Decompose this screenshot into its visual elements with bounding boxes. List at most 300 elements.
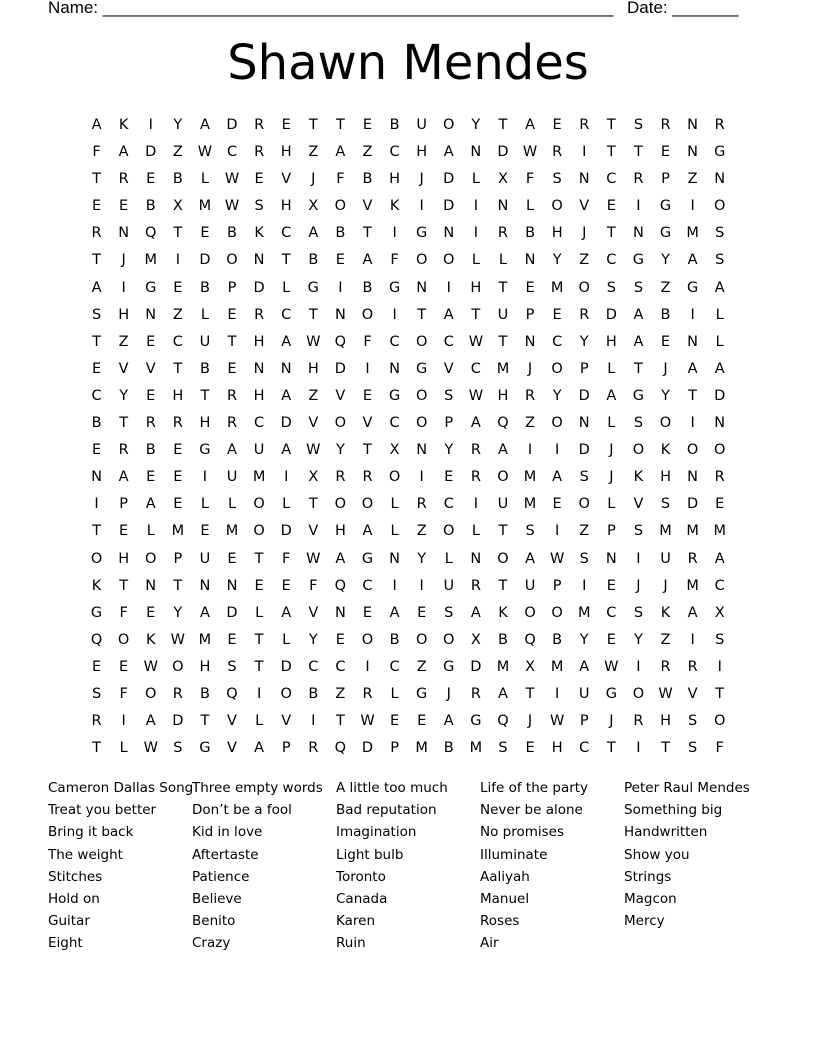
grid-letter: T xyxy=(173,360,183,377)
grid-letter: Y xyxy=(173,604,183,621)
grid-letter: T xyxy=(254,631,264,648)
grid-letter: I xyxy=(392,577,397,594)
grid-letter: R xyxy=(470,577,481,594)
grid-letter: S xyxy=(688,713,698,730)
grid-letter: T xyxy=(661,740,670,757)
grid-letter: M xyxy=(523,469,537,486)
grid-letter: R xyxy=(145,415,156,432)
grid-letter: Y xyxy=(552,252,562,269)
word-item: Aaliyah xyxy=(480,868,530,885)
grid-letter: B xyxy=(199,279,210,296)
grid-letter: E xyxy=(525,279,535,296)
grid-letter: E xyxy=(119,658,129,675)
grid-letter: Q xyxy=(226,685,238,702)
name-line: Name: ______________________________________________________ xyxy=(48,0,614,17)
grid-letter: B xyxy=(172,171,183,188)
grid-letter: R xyxy=(226,387,238,404)
grid-row xyxy=(83,166,733,193)
grid-letter: A xyxy=(335,550,346,567)
grid-letter: K xyxy=(660,442,671,459)
grid-letter: I xyxy=(582,144,587,161)
word-item: Strings xyxy=(624,868,672,885)
grid-letter: T xyxy=(335,117,345,133)
grid-letter: E xyxy=(173,279,183,296)
grid-letter: I xyxy=(636,740,641,757)
grid-letter: G xyxy=(416,360,428,377)
grid-letter: H xyxy=(334,523,346,540)
word-item: Illuminate xyxy=(480,846,548,863)
grid-letter: A xyxy=(199,604,210,621)
grid-letter: I xyxy=(717,658,722,675)
grid-letter: K xyxy=(118,117,129,133)
grid-letter: Y xyxy=(119,387,129,404)
grid-letter: M xyxy=(550,658,564,675)
grid-letter: T xyxy=(633,144,643,161)
grid-letter: T xyxy=(498,279,508,296)
grid-letter: O xyxy=(145,550,157,567)
grid-letter: A xyxy=(714,550,725,567)
grid-letter: P xyxy=(281,740,291,757)
grid-letter: T xyxy=(471,306,481,323)
grid-letter: V xyxy=(308,523,319,540)
grid-letter: O xyxy=(443,523,455,540)
word-item: Eight xyxy=(48,935,83,952)
grid-row xyxy=(83,275,733,302)
grid-letter: M xyxy=(252,469,266,486)
grid-letter: M xyxy=(496,360,510,377)
grid-letter: C xyxy=(606,252,617,269)
grid-letter: N xyxy=(389,550,400,567)
grid-letter: L xyxy=(471,523,480,540)
grid-letter: I xyxy=(365,658,370,675)
grid-letter: H xyxy=(199,658,211,675)
grid-letter: I xyxy=(636,658,641,675)
grid-letter: S xyxy=(715,225,725,242)
grid-letter: M xyxy=(171,523,185,540)
grid-letter: T xyxy=(606,144,616,161)
grid-letter: T xyxy=(92,333,101,350)
grid-letter: F xyxy=(390,252,399,269)
grid-letter: O xyxy=(334,496,347,513)
grid-letter: I xyxy=(473,198,478,215)
grid-letter: W xyxy=(658,685,673,702)
grid-letter: P xyxy=(390,740,399,757)
word-item: The weight xyxy=(48,846,123,863)
grid-letter: L xyxy=(715,306,724,323)
grid-letter: E xyxy=(525,740,535,757)
word-item: Peter Raul Mendes xyxy=(624,780,750,796)
grid-letter: R xyxy=(470,469,481,486)
grid-letter: S xyxy=(444,604,454,621)
grid-letter: P xyxy=(444,415,454,432)
grid-letter: O xyxy=(253,496,265,513)
grid-letter: P xyxy=(525,306,535,323)
grid-letter: A xyxy=(470,604,481,621)
grid-letter: T xyxy=(417,306,427,323)
grid-letter: L xyxy=(607,360,616,377)
grid-letter: A xyxy=(145,713,156,730)
grid-letter: U xyxy=(497,496,509,513)
grid-letter: Y xyxy=(444,442,454,459)
grid-letter: S xyxy=(498,740,508,757)
grid-letter: M xyxy=(686,523,699,540)
word-item: Hold on xyxy=(48,890,100,907)
grid-letter: S xyxy=(227,658,237,675)
grid-letter: I xyxy=(555,442,560,459)
grid-letter: O xyxy=(551,604,563,621)
grid-letter: I xyxy=(365,360,370,377)
grid-letter: E xyxy=(335,631,345,648)
grid-letter: O xyxy=(578,496,590,513)
grid-row xyxy=(83,437,733,464)
grid-letter: L xyxy=(255,604,264,621)
grid-letter: X xyxy=(308,198,319,215)
grid-letter: E xyxy=(119,198,129,215)
grid-letter: T xyxy=(254,658,264,675)
grid-letter: S xyxy=(173,740,183,757)
grid-letter: R xyxy=(362,685,373,702)
grid-letter: S xyxy=(579,469,589,486)
grid-letter: E xyxy=(146,387,156,404)
grid-letter: A xyxy=(91,279,102,296)
grid-letter: I xyxy=(419,198,424,215)
grid-letter: B xyxy=(227,225,237,242)
grid-letter: J xyxy=(609,713,614,730)
grid-letter: T xyxy=(92,740,101,757)
grid-letter: M xyxy=(523,496,537,513)
grid-letter: A xyxy=(389,604,400,621)
grid-letter: I xyxy=(94,496,99,513)
grid-letter: L xyxy=(255,713,264,730)
grid-letter: B xyxy=(362,279,373,296)
grid-letter: L xyxy=(471,252,480,269)
grid-letter: R xyxy=(497,225,508,242)
grid-letter: H xyxy=(660,469,671,486)
grid-letter: V xyxy=(308,415,319,432)
grid-row xyxy=(83,600,733,627)
page-title: Shawn Mendes xyxy=(227,35,589,91)
grid-letter: J xyxy=(609,469,614,486)
grid-letter: E xyxy=(444,469,454,486)
grid-letter: W xyxy=(549,550,565,567)
grid-letter: E xyxy=(254,171,264,188)
grid-letter: O xyxy=(172,658,184,675)
grid-letter: Q xyxy=(334,577,347,594)
grid-letter: M xyxy=(144,252,157,269)
word-item: Benito xyxy=(192,913,236,930)
grid-letter: Y xyxy=(335,442,345,459)
grid-letter: E xyxy=(173,442,183,459)
grid-letter: E xyxy=(417,604,427,621)
grid-letter: N xyxy=(687,469,699,486)
grid-letter: T xyxy=(363,225,372,242)
grid-letter: F xyxy=(119,604,128,621)
grid-letter: O xyxy=(226,252,238,269)
grid-letter: A xyxy=(497,442,508,459)
word-item: Something big xyxy=(624,802,723,819)
grid-letter: W xyxy=(306,333,321,350)
grid-letter: B xyxy=(389,631,400,648)
grid-letter: C xyxy=(389,658,400,675)
grid-letter: B xyxy=(145,442,156,459)
grid-row xyxy=(83,302,733,329)
grid-letter: I xyxy=(555,523,560,540)
word-item: Treat you better xyxy=(48,802,157,819)
grid-letter: Z xyxy=(172,144,183,161)
grid-letter: M xyxy=(496,658,510,675)
grid-letter: N xyxy=(605,550,617,567)
grid-letter: H xyxy=(551,740,563,757)
grid-letter: N xyxy=(416,279,428,296)
grid-letter: Y xyxy=(661,252,670,269)
grid-row xyxy=(83,546,733,573)
word-item: Bad reputation xyxy=(336,802,437,819)
grid-letter: R xyxy=(226,415,238,432)
grid-letter: C xyxy=(389,144,400,161)
grid-letter: A xyxy=(118,144,129,161)
grid-letter: C xyxy=(443,333,454,350)
grid-letter: A xyxy=(687,360,698,377)
grid-letter: H xyxy=(280,198,292,215)
grid-letter: R xyxy=(633,713,644,730)
grid-letter: J xyxy=(636,577,641,594)
grid-letter: W xyxy=(360,713,375,730)
grid-letter: Z xyxy=(118,333,129,350)
grid-letter: I xyxy=(175,252,180,269)
grid-letter: A xyxy=(606,387,617,404)
grid-letter: N xyxy=(497,198,509,215)
grid-letter: T xyxy=(606,225,616,242)
grid-letter: B xyxy=(552,631,563,648)
header xyxy=(48,0,748,20)
word-column xyxy=(336,777,480,955)
grid-letter: E xyxy=(281,117,291,133)
grid-letter: E xyxy=(91,658,102,675)
grid-letter: L xyxy=(282,631,291,648)
grid-letter: U xyxy=(524,577,536,594)
grid-letter: C xyxy=(389,333,400,350)
grid-letter: A xyxy=(714,360,725,377)
grid-letter: Q xyxy=(524,631,536,648)
grid-letter: P xyxy=(606,523,616,540)
grid-row xyxy=(83,654,733,681)
grid-row xyxy=(83,383,733,410)
grid-letter: O xyxy=(659,415,672,432)
grid-letter: R xyxy=(470,442,481,459)
grid-row xyxy=(83,627,733,654)
grid-letter: N xyxy=(280,360,292,377)
grid-letter: V xyxy=(281,713,292,730)
grid-letter: G xyxy=(714,144,726,161)
grid-letter: F xyxy=(309,577,318,594)
grid-letter: D xyxy=(199,252,211,269)
grid-letter: R xyxy=(118,171,129,188)
grid-letter: S xyxy=(444,387,454,404)
grid-letter: E xyxy=(281,577,291,594)
grid-letter: D xyxy=(253,279,265,296)
grid-letter: O xyxy=(713,198,726,215)
grid-letter: R xyxy=(579,306,590,323)
grid-letter: E xyxy=(146,604,156,621)
grid-letter: I xyxy=(121,279,126,296)
grid-letter: L xyxy=(526,198,535,215)
grid-letter: O xyxy=(443,117,455,133)
grid-letter: H xyxy=(253,333,265,350)
grid-letter: I xyxy=(636,550,641,567)
grid-letter: E xyxy=(146,469,156,486)
grid-letter: O xyxy=(497,469,509,486)
grid-letter: O xyxy=(388,469,401,486)
grid-letter: L xyxy=(200,496,209,513)
grid-letter: O xyxy=(253,523,265,540)
grid-letter: I xyxy=(419,577,424,594)
grid-letter: R xyxy=(172,685,183,702)
grid-letter: W xyxy=(522,144,538,161)
word-item: Handwritten xyxy=(624,824,708,841)
grid-letter: Y xyxy=(417,550,427,567)
grid-letter: T xyxy=(173,225,183,242)
grid-letter: I xyxy=(636,198,641,215)
grid-letter: C xyxy=(308,658,319,675)
word-item: Show you xyxy=(624,846,690,863)
word-item: Bring it back xyxy=(48,824,134,841)
grid-letter: D xyxy=(578,442,590,459)
word-item: Imagination xyxy=(336,824,417,841)
grid-letter: N xyxy=(253,252,265,269)
grid-letter: W xyxy=(306,442,321,459)
grid-letter: R xyxy=(118,442,129,459)
grid-letter: A xyxy=(281,387,292,404)
grid-letter: G xyxy=(90,604,103,621)
grid-letter: T xyxy=(308,117,318,133)
grid-letter: H xyxy=(416,144,428,161)
grid-letter: A xyxy=(281,604,292,621)
grid-letter: B xyxy=(199,685,210,702)
grid-letter: I xyxy=(690,306,695,323)
grid-letter: N xyxy=(199,577,211,594)
grid-letter: W xyxy=(549,713,565,730)
grid-letter: B xyxy=(199,360,210,377)
grid-letter: Z xyxy=(416,658,427,675)
grid-letter: Q xyxy=(497,415,509,432)
grid-letter: A xyxy=(470,415,481,432)
grid-letter: N xyxy=(443,225,455,242)
grid-letter: N xyxy=(632,225,644,242)
grid-letter: E xyxy=(335,252,345,269)
grid-letter: H xyxy=(199,415,211,432)
grid-letter: D xyxy=(172,713,184,730)
grid-row xyxy=(83,708,733,735)
grid-letter: T xyxy=(363,442,372,459)
grid-letter: F xyxy=(525,171,535,188)
grid-letter: T xyxy=(498,333,508,350)
grid-letter: O xyxy=(334,198,347,215)
word-item: Cameron Dallas Song xyxy=(48,780,194,796)
grid-letter: A xyxy=(443,713,454,730)
grid-letter: I xyxy=(446,279,451,296)
grid-letter: Z xyxy=(660,631,671,648)
grid-letter: R xyxy=(254,306,265,323)
grid-letter: R xyxy=(254,144,265,161)
grid-letter: K xyxy=(91,577,102,594)
grid-letter: T xyxy=(92,252,101,269)
grid-letter: A xyxy=(552,469,563,486)
grid-letter: H xyxy=(660,713,671,730)
grid-letter: M xyxy=(198,198,212,215)
grid-letter: E xyxy=(146,333,156,350)
grid-letter: A xyxy=(714,279,725,296)
grid-letter: P xyxy=(579,360,589,377)
grid-letter: N xyxy=(334,306,346,323)
grid-letter: L xyxy=(715,333,724,350)
grid-letter: R xyxy=(714,117,725,133)
grid-letter: K xyxy=(254,225,264,242)
grid-letter: D xyxy=(280,658,292,675)
grid-letter: B xyxy=(389,117,400,133)
grid-letter: I xyxy=(690,415,695,432)
grid-letter: G xyxy=(632,252,645,269)
grid-letter: I xyxy=(473,225,478,242)
grid-letter: C xyxy=(579,740,590,757)
grid-letter: E xyxy=(362,604,373,621)
grid-letter: X xyxy=(172,198,183,215)
grid-letter: X xyxy=(308,469,319,486)
grid-letter: B xyxy=(497,631,508,648)
grid-letter: L xyxy=(282,496,291,513)
grid-letter: Z xyxy=(687,171,698,188)
grid-letter: Z xyxy=(362,144,373,161)
grid-letter: E xyxy=(552,496,562,513)
grid-letter: K xyxy=(498,604,508,621)
grid-letter: L xyxy=(200,306,209,323)
grid-letter: T xyxy=(119,415,129,432)
grid-letter: T xyxy=(200,713,210,730)
grid-letter: A xyxy=(687,604,698,621)
grid-letter: I xyxy=(284,469,289,486)
grid-letter: L xyxy=(200,171,209,188)
grid-letter: N xyxy=(470,550,482,567)
grid-letter: R xyxy=(470,685,481,702)
grid-letter: P xyxy=(227,279,237,296)
grid-letter: O xyxy=(145,685,157,702)
grid-letter: H xyxy=(253,387,265,404)
grid-letter: W xyxy=(143,658,158,675)
grid-letter: E xyxy=(606,577,616,594)
word-item: Air xyxy=(480,935,499,952)
grid-letter: L xyxy=(227,496,237,513)
grid-letter: E xyxy=(91,442,102,459)
grid-letter: T xyxy=(606,117,616,133)
word-item: No promises xyxy=(480,824,565,841)
grid-letter: W xyxy=(224,171,240,188)
grid-letter: H xyxy=(605,333,617,350)
grid-letter: G xyxy=(659,225,672,242)
grid-letter: P xyxy=(119,496,129,513)
grid-letter: E xyxy=(254,577,264,594)
grid-letter: O xyxy=(686,442,699,459)
grid-letter: U xyxy=(660,550,671,567)
grid-letter: A xyxy=(362,523,373,540)
grid-letter: T xyxy=(92,523,101,540)
grid-letter: N xyxy=(714,415,726,432)
grid-letter: L xyxy=(471,171,480,188)
grid-letter: M xyxy=(659,523,672,540)
grid-letter: N xyxy=(687,144,699,161)
grid-letter: R xyxy=(552,144,563,161)
grid-letter: U xyxy=(443,577,455,594)
grid-letter: T xyxy=(633,360,643,377)
grid-letter: E xyxy=(173,496,183,513)
